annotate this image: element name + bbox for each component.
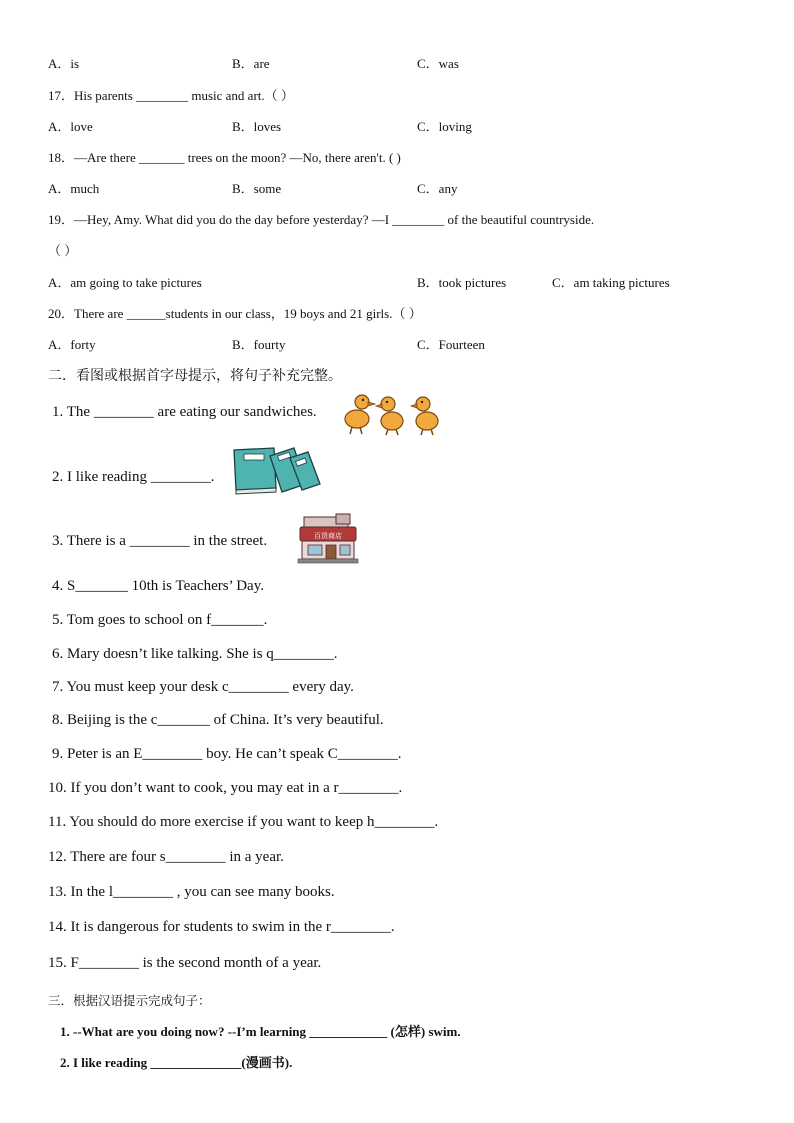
part2-item-14: 14. It is dangerous for students to swim in the r________. (48, 919, 395, 935)
q20-text: 20．There are ______students in our class，19 boys and 21 girls.（ ） (48, 306, 422, 321)
part2-item-7: 7. You must keep your desk c________ every day. (52, 679, 354, 695)
q19-option-c: C．am taking pictures (552, 275, 670, 290)
ducks-picture (340, 384, 445, 436)
q17-option-a: A．love (48, 119, 93, 134)
part2-item-12: 12. There are four s________ in a year. (48, 849, 284, 865)
part2-item-4: 4. S_______ 10th is Teachers’ Day. (52, 578, 264, 594)
duck-icon (411, 397, 438, 435)
q17-option-b: B．loves (232, 119, 282, 134)
part2-item-6: 6. Mary doesn’t like talking. She is q________. (52, 646, 338, 662)
part2-item-2: 2. I like reading ________. (52, 469, 215, 485)
q19-option-a: A．am going to take pictures (48, 275, 202, 290)
part2-item-10: 10. If you don’t want to cook, you may eat in a r________. (48, 780, 403, 796)
q18-option-a: A．much (48, 181, 100, 196)
part2-item-13: 13. In the l________ , you can see many books. (48, 884, 335, 900)
q16-option-b: B．are (232, 56, 270, 71)
part2-item-3: 3. There is a ________ in the street. (52, 533, 268, 549)
q17-option-c: C．loving (417, 119, 472, 134)
duck-icon (376, 397, 403, 435)
q17-text: 17．His parents ________ music and art.（ ） (48, 88, 294, 103)
part2-item-1: 1. The ________ are eating our sandwiches. (52, 404, 317, 420)
q20-option-c: C．Fourteen (417, 337, 485, 352)
q19-option-b: B．took pictures (417, 275, 507, 290)
part3-item-1: 1. --What are you doing now? --I’m learning ____________ (怎样) swim. (60, 1024, 461, 1039)
part2-item-8: 8. Beijing is the c_______ of China. It’s very beautiful. (52, 712, 384, 728)
q16-option-a: A．is (48, 56, 80, 71)
books-picture (230, 444, 322, 496)
store-picture (296, 513, 360, 565)
part2-heading: 二．看图或根据首字母提示，将句子补充完整。 (48, 368, 342, 384)
part2-item-11: 11. You should do more exercise if you want to keep h________. (48, 814, 439, 830)
part3-item-2: 2. I like reading ______________(漫画书). (60, 1055, 293, 1070)
book-icon (234, 448, 276, 494)
part3-heading: 三．根据汉语提示完成句子： (48, 993, 211, 1008)
q18-text: 18．—Are there _______ trees on the moon? —No, there aren't. ( ) (48, 150, 401, 165)
part2-item-15: 15. F________ is the second month of a year. (48, 955, 322, 971)
q18-option-c: C．any (417, 181, 458, 196)
store-sign-text: 百货商店 (314, 532, 342, 540)
duck-icon (345, 395, 375, 434)
q18-option-b: B．some (232, 181, 282, 196)
q19-paren: （ ） (48, 243, 78, 258)
part2-item-9: 9. Peter is an E________ boy. He can’t speak C________. (52, 746, 402, 762)
part2-item-5: 5. Tom goes to school on f_______. (52, 612, 268, 628)
q20-option-b: B．fourty (232, 337, 286, 352)
q16-option-c: C．was (417, 56, 459, 71)
q19-text: 19．—Hey, Amy. What did you do the day before yesterday? —I ________ of the beautiful countryside. (48, 212, 595, 227)
q20-option-a: A．forty (48, 337, 96, 352)
